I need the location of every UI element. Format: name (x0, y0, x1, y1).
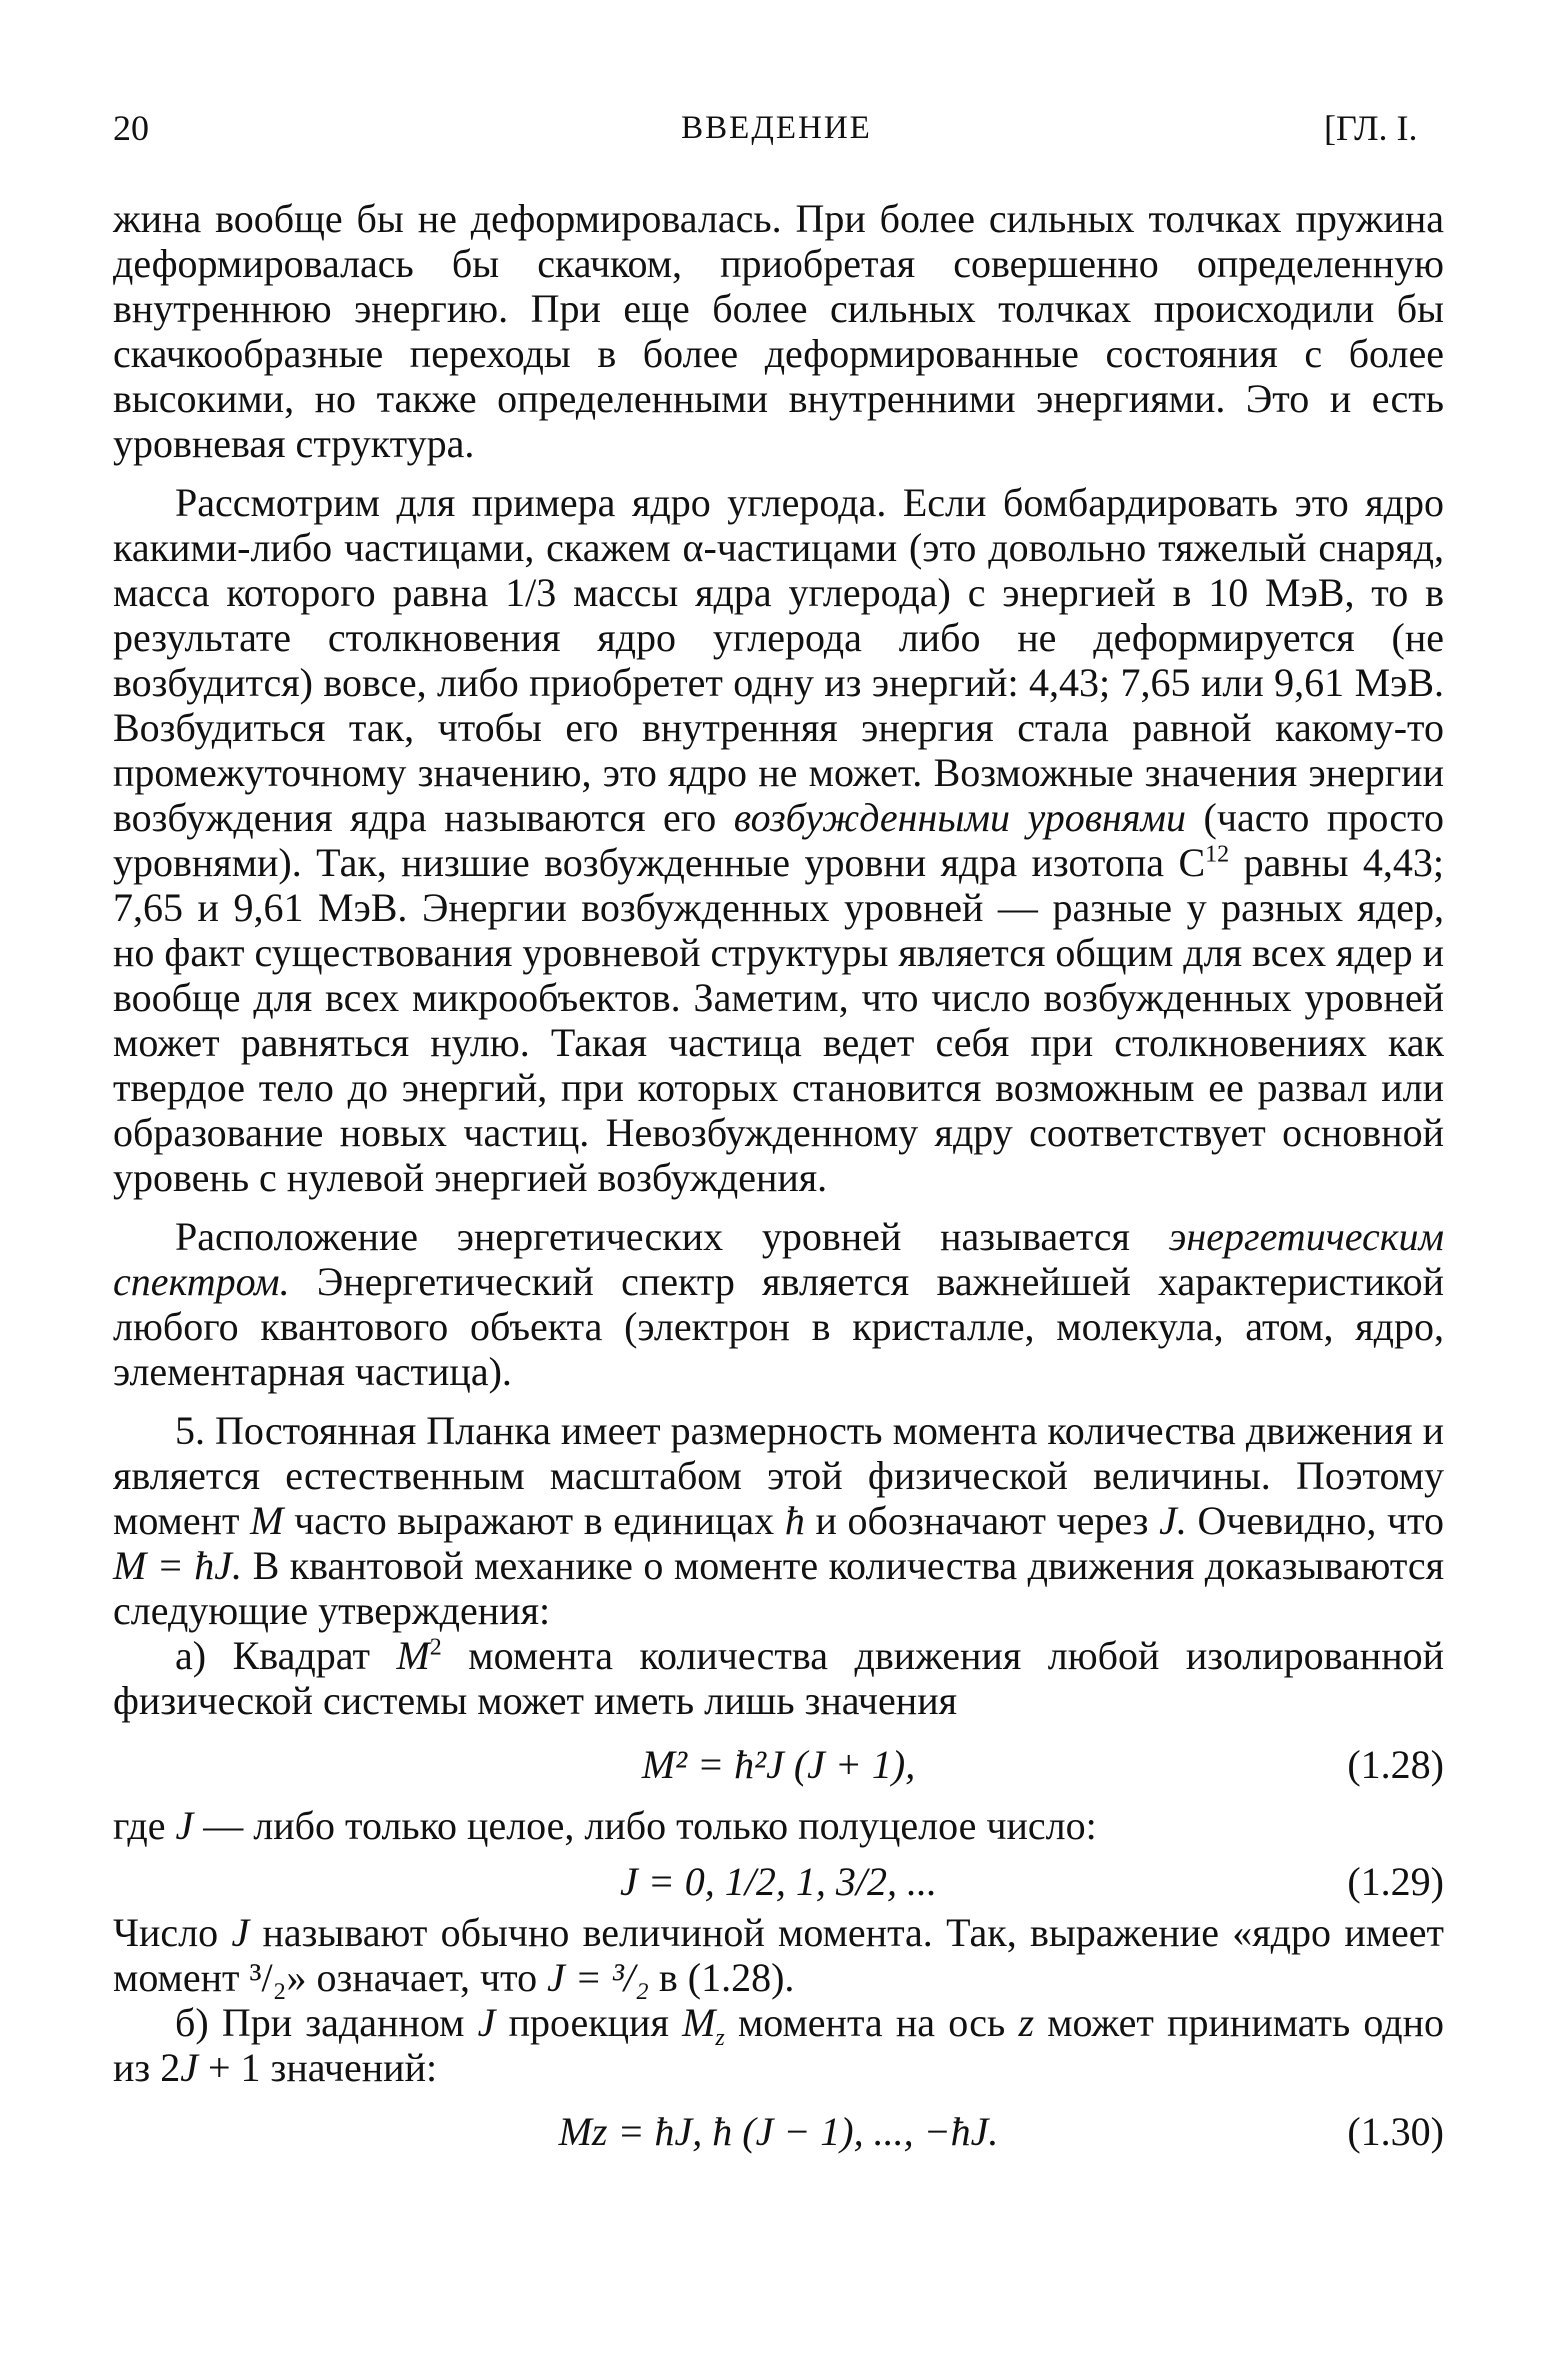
paragraph-4: 5. Постоянная Планка имеет размерность момента количества движения и является естественным масштабом этой физической величины. Поэтому момент M часто выражают в единицах ħ и обозначают через J. Очевидно, что M = ħJ. В квантовой механике о моменте количества движения доказываются следующие утверждения: (113, 1408, 1445, 1633)
equation-1-29 (113, 1848, 1444, 1910)
equation-1-28 (113, 1723, 1444, 1803)
paragraph-2: Рассмотрим для примера ядро углерода. Если бомбардировать это ядро какими-либо частицами, скажем α-частицами (это довольно тяжелый снаряд, масса которого равна 1/3 массы ядра углерода) с энергией в 10 МэВ, то в результате столкновения ядро углерода либо не деформируется (не возбудится) вовсе, либо приобретет одну из энергий: 4,43; 7,65 или 9,61 МэВ. Возбудиться так, чтобы его внутренняя энергия стала равной какому-то промежуточному значению, это ядро не может. Возможные значения энергии возбуждения ядра называются его возбужденными уровнями (часто просто уровнями). Так, низшие возбужденные уровни ядра изотопа $C^{12}$ равны 4,43; 7,65 и 9,61 МэВ. Энергии возбужденных уровней — разные у разных ядер, но факт существования уровневой структуры является общим для всех ядер и вообще для всех микрообъектов. Заметим, что число возбужденных уровней может равняться нулю. Такая частица ведет себя при столкновениях как твердое тело до энергий, при которых становится возможным ее развал или образование новых частиц. Невозбужденному ядру соответствует основной уровень с нулевой энергией возбуждения. (113, 480, 1445, 1200)
equation-formula: M² = ħ²J (J + 1), (641, 1742, 916, 1787)
equation-formula: Mz = ħJ, ħ (J − 1), ..., −ħJ. (558, 2109, 999, 2154)
equation-number: (1.29) (1347, 1859, 1444, 1904)
paragraph-8: б) При заданном J проекция $M_z$ момента на ось z может принимать одно из 2J + 1 значений: (113, 2000, 1445, 2090)
equation-number: (1.28) (1347, 1742, 1444, 1787)
equation-number: (1.30) (1347, 2109, 1444, 2154)
paragraph-5: а) Квадрат $M^2$ момента количества движения любой изолированной физической системы может иметь лишь значения (113, 1633, 1445, 1723)
equation-1-30 (113, 2090, 1444, 2170)
paragraph-1: жина вообще бы не деформировалась. При более сильных толчках пружина деформировалась бы скачком, приобретая совершенно определенную внутреннюю энергию. При еще более сильных толчках происходили бы скачкообразные переходы в более деформированные состояния с более высокими, но также определенными внутренними энергиями. Это и есть уровневая структура. (113, 196, 1444, 466)
inline-formula: M = ħJ. (113, 1543, 243, 1588)
term-energy-spectrum: энергетическим спектром. (113, 1214, 1444, 1304)
paragraph-3: Расположение энергетических уровней называется энергетическим спектром. Энергетический спектр является важнейшей характеристикой любого квантового объекта (электрон в кристалле, молекула, атом, ядро, элементарная частица). (113, 1214, 1444, 1394)
page-number: 20 (113, 108, 149, 148)
paragraph-6: где J — либо только целое, либо только полуцелое число: (113, 1803, 1097, 1848)
term-excited-levels: возбужденными уровнями (733, 795, 1187, 840)
running-title: ВВЕДЕНИЕ (681, 110, 872, 146)
paragraph-7: Число J называют обычно величиной момента. Так, выражение «ядро имеет момент ³/₂» означает, что J = ³/₂ в (1.28). (113, 1910, 1445, 2000)
page-body (113, 196, 1444, 2170)
chapter-label: [ГЛ. I. (1324, 108, 1418, 148)
equation-formula: J = 0, 1/2, 1, 3/2, ... (620, 1859, 937, 1904)
